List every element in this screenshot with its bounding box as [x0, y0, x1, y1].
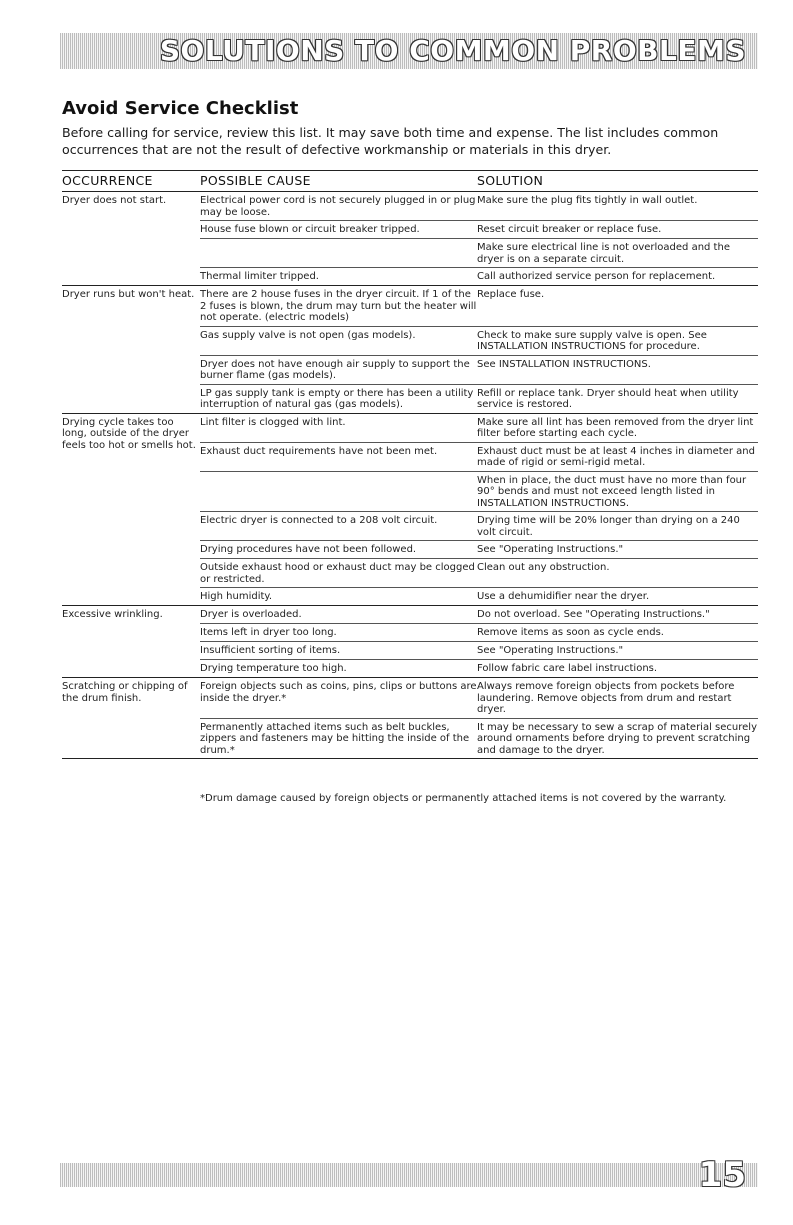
cause-cell	[200, 472, 477, 512]
solution-cell: See INSTALLATION INSTRUCTIONS.	[477, 358, 651, 370]
solution-cell: Make sure the plug fits tightly in wall outlet.	[477, 195, 698, 206]
solution-cell: Make sure all lint has been removed from the dryer lint filter before starting each cycle.	[477, 416, 754, 439]
solution-cell: Refill or replace tank. Dryer should heat when utility service is restored.	[477, 387, 739, 410]
solution-cell: Check to make sure supply valve is open. See INSTALLATION INSTRUCTIONS for procedure.	[477, 329, 707, 352]
solution-cell: Do not overload. See "Operating Instructions."	[477, 609, 710, 620]
table-row	[200, 356, 758, 385]
solution-cell: See "Operating Instructions."	[477, 544, 624, 555]
solution-cell: Drying time will be 20% longer than drying on a 240 volt circuit.	[477, 515, 740, 538]
table-row	[200, 660, 758, 677]
table-row	[200, 719, 758, 759]
header-solution: SOLUTION	[477, 173, 544, 188]
occurrence-cell: Scratching or chipping of the drum finish.	[62, 681, 188, 704]
table-row	[200, 239, 758, 268]
cause-cell: Gas supply valve is not open (gas models).	[200, 329, 416, 341]
solution-cell: When in place, the duct must have no more than four 90° bends and must not exceed length listed in INSTALLATION INSTRUCTIONS.	[477, 474, 747, 509]
solution-cell: Make sure electrical line is not overloaded and the dryer is on a separate circuit.	[477, 242, 730, 265]
occurrence-cell: Dryer runs but won't heat.	[62, 289, 195, 300]
solution-cell: Always remove foreign objects from pockets before laundering. Remove objects from drum and restart dryer.	[477, 681, 735, 715]
solution-cell: Clean out any obstruction.	[477, 562, 610, 573]
table-row	[200, 541, 758, 559]
cause-cell: Electrical power cord is not securely plugged in or plug may be loose.	[200, 195, 476, 218]
table-body	[62, 192, 758, 759]
table-row	[200, 512, 758, 541]
section-title: Avoid Service Checklist	[62, 98, 299, 119]
cause-cell: Electric dryer is connected to a 208 volt circuit.	[200, 515, 438, 526]
table-row	[200, 385, 758, 413]
cause-cell: Lint filter is clogged with lint.	[200, 416, 346, 428]
footer-bar	[60, 1155, 758, 1195]
cause-cell: Dryer does not have enough air supply to support the burner flame (gas models).	[200, 358, 470, 381]
header-cause: POSSIBLE CAUSE	[200, 173, 311, 188]
table-block	[62, 192, 758, 286]
cause-cell: Insufficient sorting of items.	[200, 645, 341, 656]
cause-cell: Foreign objects such as coins, pins, clips or buttons are inside the dryer.*	[200, 681, 477, 704]
table-block	[62, 678, 758, 759]
table-header	[62, 170, 758, 192]
solution-cell: Call authorized service person for replacement.	[477, 271, 716, 282]
cause-cell: Outside exhaust hood or exhaust duct may be clogged or restricted.	[200, 562, 475, 585]
table-row	[200, 221, 758, 239]
table-block	[62, 606, 758, 678]
table-row	[200, 472, 758, 513]
table-row	[200, 559, 758, 588]
table-row	[200, 268, 758, 285]
table-row	[200, 642, 758, 660]
troubleshooting-table	[62, 170, 758, 759]
solution-cell: See "Operating Instructions."	[477, 645, 624, 656]
table-block	[62, 286, 758, 414]
table-row	[200, 286, 758, 327]
cause-cell: Thermal limiter tripped.	[200, 271, 319, 282]
cause-cell: Drying procedures have not been followed.	[200, 544, 417, 555]
solution-cell: It may be necessary to sew a scrap of material securely around ornaments before drying to prevent scratching and damage to the dryer.	[477, 721, 757, 756]
table-row	[200, 443, 758, 472]
cause-cell: There are 2 house fuses in the dryer circuit. If 1 of the 2 fuses is blown, the drum may turn but the heater will not operate. (electric models)	[200, 289, 477, 323]
table-row	[200, 624, 758, 642]
cause-cell: House fuse blown or circuit breaker tripped.	[200, 224, 420, 235]
banner-title: SOLUTIONS TO COMMON PROBLEMS	[159, 34, 746, 67]
intro-paragraph: Before calling for service, review this list. It may save both time and expense. The list includes common occurrences that are not the result of defective workmanship or materials in this dryer.	[62, 125, 719, 157]
page-banner	[60, 33, 758, 69]
occurrence-cell: Excessive wrinkling.	[62, 609, 163, 620]
cause-cell	[200, 239, 477, 267]
solution-cell: Exhaust duct must be at least 4 inches in diameter and made of rigid or semi-rigid metal.	[477, 445, 755, 468]
page-number: 15	[698, 1155, 746, 1195]
table-row	[200, 606, 758, 624]
table-row	[200, 678, 758, 719]
cause-cell: Dryer is overloaded.	[200, 609, 302, 620]
table-row	[200, 414, 758, 443]
cause-cell: Permanently attached items such as belt buckles, zippers and fasteners may be hitting the inside of the drum.*	[200, 721, 470, 756]
cause-cell: High humidity.	[200, 591, 273, 602]
table-block	[62, 414, 758, 607]
table-row	[200, 588, 758, 605]
cause-cell: Drying temperature too high.	[200, 663, 347, 674]
table-row	[200, 192, 758, 221]
solution-cell: Remove items as soon as cycle ends.	[477, 627, 664, 638]
footnote: *Drum damage caused by foreign objects or permanently attached items is not covered by the warranty.	[200, 793, 727, 804]
solution-cell: Replace fuse.	[477, 289, 545, 300]
table-row	[200, 327, 758, 356]
header-occurrence: OCCURRENCE	[62, 173, 153, 188]
cause-cell: Items left in dryer too long.	[200, 627, 337, 638]
occurrence-cell: Drying cycle takes too long, outside of the dryer feels too hot or smells hot.	[62, 416, 196, 451]
cause-cell: Exhaust duct requirements have not been met.	[200, 445, 438, 457]
solution-cell: Follow fabric care label instructions.	[477, 663, 658, 674]
solution-cell: Use a dehumidifier near the dryer.	[477, 591, 650, 602]
solution-cell: Reset circuit breaker or replace fuse.	[477, 224, 662, 235]
occurrence-cell: Dryer does not start.	[62, 195, 167, 206]
cause-cell: LP gas supply tank is empty or there has been a utility interruption of natural gas (gas models).	[200, 387, 474, 410]
